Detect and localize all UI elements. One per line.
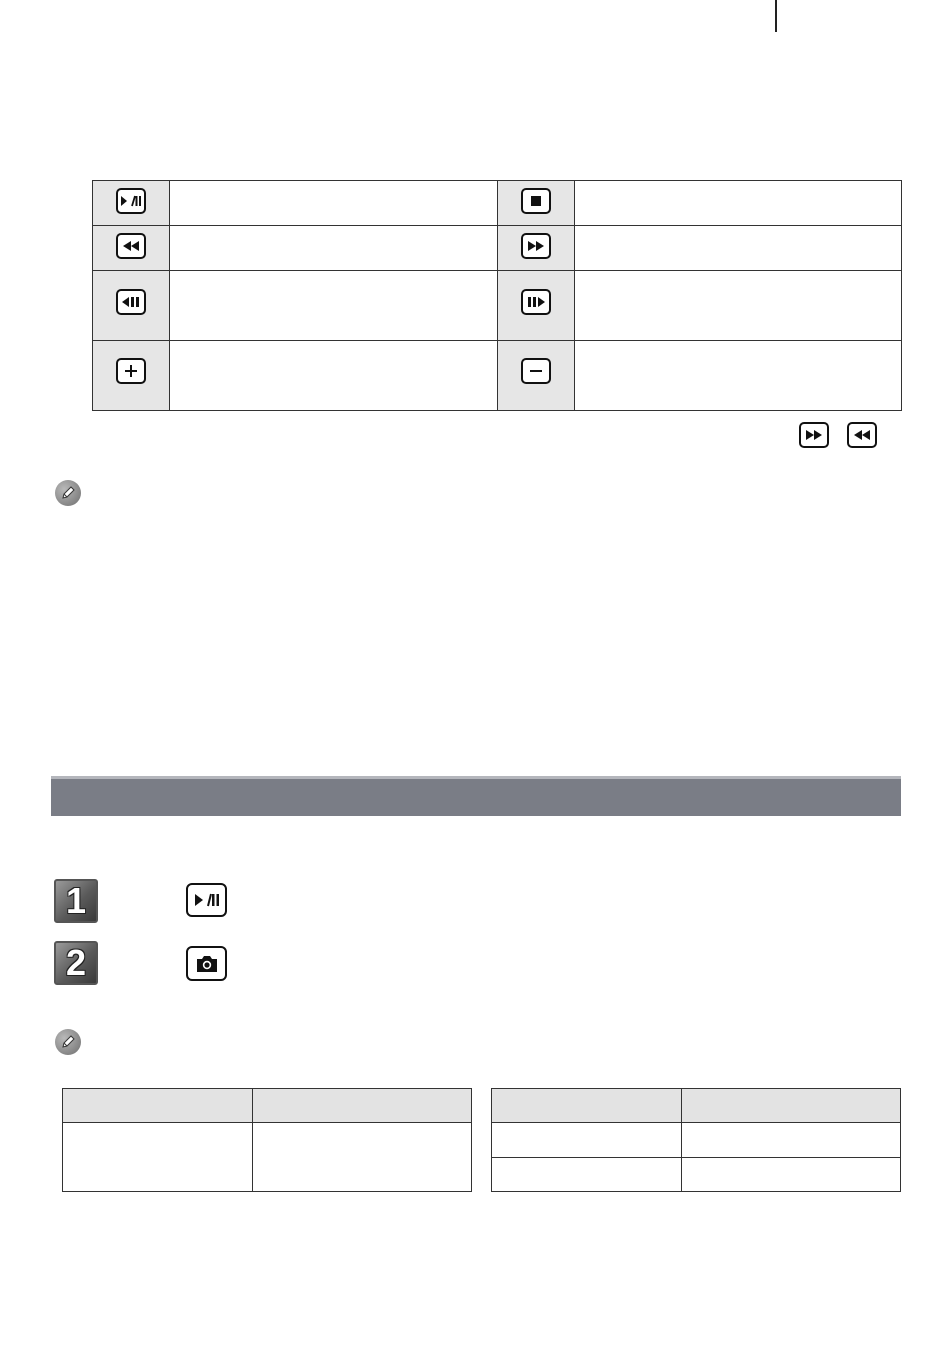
info-table-right: [491, 1088, 901, 1192]
table-cell-description: [574, 341, 902, 411]
table-cell: [492, 1123, 682, 1158]
table-row: [93, 341, 902, 411]
table-row: [492, 1158, 901, 1192]
fast-forward-icon: [799, 422, 829, 448]
table-cell: [492, 1158, 682, 1192]
pencil-icon: [55, 480, 81, 506]
table-row: [93, 181, 902, 226]
fast-forward-icon: [521, 233, 551, 259]
section-header-bar: [51, 776, 901, 816]
play-pause-icon: [186, 883, 227, 917]
table-cell: [63, 1123, 253, 1192]
table-row: [492, 1123, 901, 1158]
table-cell-icon: [93, 271, 170, 341]
pencil-icon: [55, 1029, 81, 1055]
minus-icon: [521, 358, 551, 384]
frame-forward-icon: [521, 289, 551, 315]
rewind-icon: [847, 422, 877, 448]
table-cell-icon: [497, 181, 574, 226]
table-cell-description: [574, 271, 902, 341]
rewind-icon: [116, 233, 146, 259]
frame-back-icon: [116, 289, 146, 315]
table-cell-description: [170, 341, 498, 411]
table-header-row: [492, 1089, 901, 1123]
table-cell-icon: [497, 341, 574, 411]
table-cell-description: [170, 271, 498, 341]
table-cell-icon: [93, 226, 170, 271]
step-number-badge: 2: [54, 941, 98, 985]
table-cell-description: [170, 181, 498, 226]
table-cell: [682, 1158, 901, 1192]
table-cell-icon: [497, 226, 574, 271]
table-row: [93, 226, 902, 271]
table-cell-description: [574, 226, 902, 271]
page-edge-rule: [775, 0, 777, 32]
table-row: [63, 1123, 472, 1192]
table-cell: [682, 1123, 901, 1158]
table-header-cell: [492, 1089, 682, 1123]
table-cell-description: [170, 226, 498, 271]
table-row: [93, 271, 902, 341]
stop-icon: [521, 188, 551, 214]
table-header-cell: [253, 1089, 472, 1123]
table-cell: [253, 1123, 472, 1192]
table-cell-icon: [497, 271, 574, 341]
table-header-row: [63, 1089, 472, 1123]
plus-icon: [116, 358, 146, 384]
playback-controls-table: [92, 180, 902, 411]
camera-icon: [186, 946, 227, 981]
play-pause-icon: [116, 188, 146, 214]
table-header-cell: [682, 1089, 901, 1123]
table-cell-icon: [93, 341, 170, 411]
step-number-badge: 1: [54, 879, 98, 923]
info-table-left: [62, 1088, 472, 1192]
table-header-cell: [63, 1089, 253, 1123]
table-cell-icon: [93, 181, 170, 226]
table-cell-description: [574, 181, 902, 226]
